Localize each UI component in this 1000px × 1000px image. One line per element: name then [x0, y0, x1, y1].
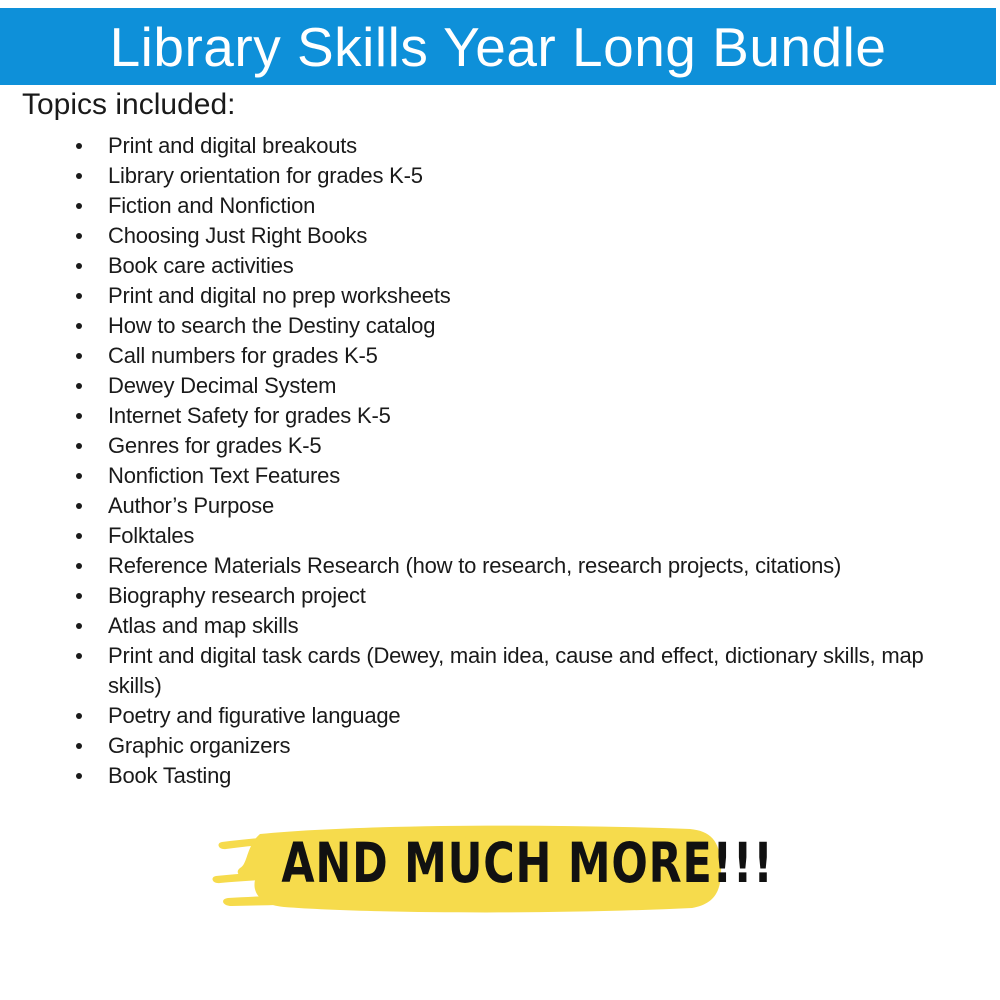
- topic-text: Call numbers for grades K-5: [108, 343, 378, 368]
- topic-list-item: [75, 701, 930, 731]
- bullet-icon: [75, 371, 108, 401]
- topic-text: Poetry and figurative language: [108, 703, 401, 728]
- topics-list: [75, 131, 930, 791]
- topic-list-item: [75, 491, 930, 521]
- topic-list-item: [75, 251, 930, 281]
- topic-text: Print and digital task cards (Dewey, main idea, cause and effect, dictionary skills, map skills): [108, 643, 924, 698]
- topic-text: Reference Materials Research (how to research, research projects, citations): [108, 553, 842, 578]
- topic-text: Print and digital breakouts: [108, 133, 357, 158]
- topic-text: Dewey Decimal System: [108, 373, 337, 398]
- topic-list-item: [75, 281, 930, 311]
- topic-text: Genres for grades K-5: [108, 433, 322, 458]
- topic-list-item: [75, 581, 930, 611]
- bullet-icon: [75, 401, 108, 431]
- bullet-icon: [75, 521, 108, 551]
- bullet-icon: [75, 341, 108, 371]
- topic-text: Atlas and map skills: [108, 613, 299, 638]
- more-banner-text-wrap: [212, 831, 774, 895]
- poster-title: Library Skills Year Long Bundle: [109, 15, 887, 78]
- topic-text: Internet Safety for grades K-5: [108, 403, 391, 428]
- bullet-icon: [75, 191, 108, 221]
- bullet-icon: [75, 281, 108, 311]
- bullet-icon: [75, 161, 108, 191]
- bullet-icon: [75, 251, 108, 281]
- bullet-icon: [75, 221, 108, 251]
- bullet-icon: [75, 641, 108, 671]
- bullet-icon: [75, 491, 108, 521]
- topic-list-item: [75, 641, 930, 701]
- topic-text: Folktales: [108, 523, 195, 548]
- topic-text: Library orientation for grades K-5: [108, 163, 423, 188]
- topic-text: Book Tasting: [108, 763, 232, 788]
- topic-list-item: [75, 731, 930, 761]
- topic-text: Biography research project: [108, 583, 366, 608]
- topic-text: Fiction and Nonfiction: [108, 193, 316, 218]
- topics-heading: Topics included:: [22, 88, 236, 121]
- bullet-icon: [75, 611, 108, 641]
- topic-text: Author’s Purpose: [108, 493, 274, 518]
- topic-list-item: [75, 371, 930, 401]
- bullet-icon: [75, 431, 108, 461]
- topic-list-item: [75, 341, 930, 371]
- bullet-icon: [75, 581, 108, 611]
- topic-text: Nonfiction Text Features: [108, 463, 341, 488]
- bullet-icon: [75, 701, 108, 731]
- topic-list-item: [75, 761, 930, 791]
- bullet-icon: [75, 551, 108, 581]
- topic-list-item: [75, 311, 930, 341]
- topic-list-item: [75, 461, 930, 491]
- topic-text: Print and digital no prep worksheets: [108, 283, 451, 308]
- bullet-icon: [75, 761, 108, 791]
- bullet-icon: [75, 311, 108, 341]
- topic-list-item: [75, 431, 930, 461]
- topic-text: Book care activities: [108, 253, 294, 278]
- bullet-icon: [75, 461, 108, 491]
- title-banner: [0, 8, 996, 85]
- topic-text: Graphic organizers: [108, 733, 291, 758]
- bullet-icon: [75, 131, 108, 161]
- topic-list-item: [75, 131, 930, 161]
- more-banner-text: AND MUCH MORE!!!: [281, 831, 774, 895]
- topic-list-item: [75, 521, 930, 551]
- more-banner: [212, 818, 774, 920]
- topic-list-item: [75, 191, 930, 221]
- bullet-icon: [75, 731, 108, 761]
- topic-text: How to search the Destiny catalog: [108, 313, 436, 338]
- topic-list-item: [75, 551, 930, 581]
- topic-list-item: [75, 161, 930, 191]
- topic-list-item: [75, 401, 930, 431]
- topic-text: Choosing Just Right Books: [108, 223, 368, 248]
- topic-list-item: [75, 221, 930, 251]
- topic-list-item: [75, 611, 930, 641]
